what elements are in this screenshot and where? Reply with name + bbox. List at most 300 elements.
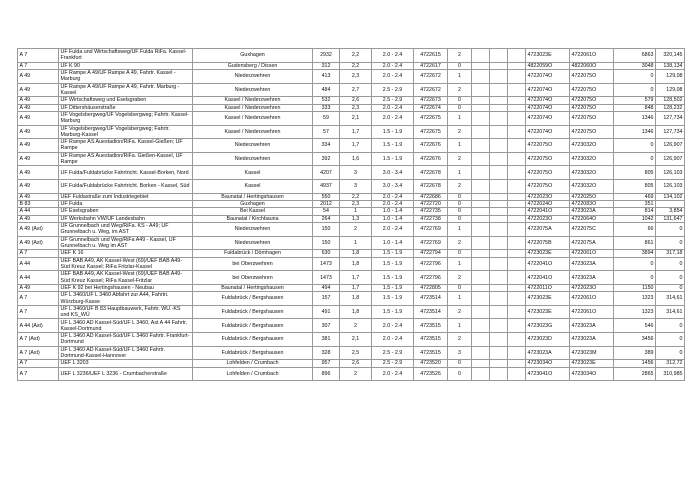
cell-place: Gudensberg / Dissen xyxy=(193,62,313,69)
cell-range: 2.0 - 2.4 xyxy=(372,367,414,381)
table-row xyxy=(18,360,685,367)
cell-empty xyxy=(472,360,490,367)
cell-desc: UF Werksbahn VW/UF Landesbahn xyxy=(59,215,193,222)
cell-len: 4937 xyxy=(313,179,340,193)
cell-place: Niederzwehren xyxy=(193,236,313,250)
cell-empty xyxy=(490,139,508,153)
table-row xyxy=(18,111,685,125)
cell-range: 2.0 - 2.4 xyxy=(372,193,414,200)
cell-empty xyxy=(472,208,490,215)
cell-desc: UEF K 92 bei Hertingshausen - Neubau xyxy=(59,284,193,291)
cell-place: Kassel xyxy=(193,179,313,193)
cell-len: 57 xyxy=(313,125,340,139)
cell-empty xyxy=(490,200,508,207)
cell-route: A 49 xyxy=(18,193,59,200)
cell-v1: 1346 xyxy=(614,125,656,139)
cell-route: A 49 (Ast) xyxy=(18,236,59,250)
cell-id: 4722794 xyxy=(414,250,448,257)
cell-to: 4723023A xyxy=(570,333,614,347)
cell-from: 4722075A xyxy=(526,223,570,237)
cell-from: 4722041O xyxy=(526,271,570,285)
table-row xyxy=(18,223,685,237)
cell-empty xyxy=(508,223,526,237)
cell-route: A 7 xyxy=(18,305,59,319)
cell-to: 4822060O xyxy=(570,62,614,69)
table-row xyxy=(18,200,685,207)
cell-hgt: 1,8 xyxy=(340,257,372,271)
cell-empty xyxy=(490,166,508,180)
cell-empty xyxy=(508,62,526,69)
table-body xyxy=(18,49,685,381)
cell-empty xyxy=(490,97,508,104)
cell-range: 2.0 - 2.4 xyxy=(372,333,414,347)
cell-empty xyxy=(490,215,508,222)
table-row xyxy=(18,83,685,97)
cell-to: 4722075O xyxy=(570,83,614,97)
cell-place: Kassel / Niederzwehren xyxy=(193,104,313,111)
cell-from: 4722075O xyxy=(526,179,570,193)
cell-desc: UF L 3460 AD Kassel-Süd/UF L 3460 Fahrtr. Frankfurt-Dortmund xyxy=(59,333,193,347)
cell-id: 4723515 xyxy=(414,319,448,333)
cell-from: 4723023D xyxy=(526,333,570,347)
cell-range: 3.0 - 3.4 xyxy=(372,166,414,180)
cell-desc: UF Fulda und Wirtschaftsweg/UF Fulda RiFa. Kassel-Frankfurt xyxy=(59,49,193,63)
cell-desc: UEF K 16 xyxy=(59,250,193,257)
cell-v2: 0 xyxy=(656,284,685,291)
cell-desc: UF Rampe A 49/UF Rampe A 49, Fahrtr. Kassel - Marburg xyxy=(59,69,193,83)
cell-to: 4722075O xyxy=(570,69,614,83)
cell-desc: UF L 3460/UF L 3460 Abfahrt zur A44, Fahrtri. Würzburg-Kasse xyxy=(59,292,193,306)
cell-empty xyxy=(472,319,490,333)
cell-id: 4722678 xyxy=(414,179,448,193)
cell-v2: 138,134 xyxy=(656,62,685,69)
table-row xyxy=(18,97,685,104)
cell-place: Lohfelden / Crumbach xyxy=(193,367,313,381)
cell-v2: 312,72 xyxy=(656,360,685,367)
cell-desc: UF Wirtschaftsweg und Eselsgraben xyxy=(59,97,193,104)
cell-v2: 126,103 xyxy=(656,179,685,193)
cell-v2: 126,907 xyxy=(656,152,685,166)
cell-v2: 126,907 xyxy=(656,139,685,153)
cell-to: 4723032O xyxy=(570,166,614,180)
cell-empty xyxy=(490,250,508,257)
cell-empty xyxy=(490,292,508,306)
cell-from: 4722074O xyxy=(526,69,570,83)
cell-route: A 7 xyxy=(18,360,59,367)
cell-from: 4722024O xyxy=(526,200,570,207)
cell-range: 1.5 - 1.9 xyxy=(372,152,414,166)
cell-to: 4723034O xyxy=(570,367,614,381)
cell-hgt: 2,2 xyxy=(340,62,372,69)
table-row xyxy=(18,271,685,285)
cell-empty xyxy=(472,250,490,257)
cell-to: 4722075O xyxy=(570,125,614,139)
cell-id: 4722796 xyxy=(414,257,448,271)
cell-desc: UF Vogelsbergweg/UF Vogelsbergweg; Fahrtr. Kassel-Marburg xyxy=(59,111,193,125)
cell-range: 1.0 - 1.4 xyxy=(372,215,414,222)
cell-v2: 0 xyxy=(656,319,685,333)
cell-place: Lohfelden / Crumbach xyxy=(193,360,313,367)
cell-id: 4723526 xyxy=(414,367,448,381)
table-row xyxy=(18,49,685,63)
cell-id: 4722769 xyxy=(414,223,448,237)
cell-n: 2 xyxy=(448,152,472,166)
cell-desc: UF Rampe AS Auestadion/RiFa. Kassel-Gießen; UF Rampe xyxy=(59,139,193,153)
cell-v1: 0 xyxy=(614,69,656,83)
cell-v2: 317,18 xyxy=(656,250,685,257)
cell-empty xyxy=(472,62,490,69)
cell-v2: 131,647 xyxy=(656,215,685,222)
cell-desc: UF Fulda/Fuldabrücke Fahrtricht. Kassel-Borken, Nord xyxy=(59,166,193,180)
cell-place: Fuldabrück / Bergshausen xyxy=(193,333,313,347)
cell-from: 4722041O xyxy=(526,257,570,271)
cell-empty xyxy=(508,166,526,180)
cell-from: 4723023G xyxy=(526,319,570,333)
cell-hgt: 2,3 xyxy=(340,69,372,83)
cell-empty xyxy=(490,223,508,237)
cell-empty xyxy=(472,333,490,347)
cell-route: A 49 xyxy=(18,215,59,222)
cell-v2 xyxy=(656,200,685,207)
cell-empty xyxy=(508,250,526,257)
cell-v2: 0 xyxy=(656,346,685,360)
cell-place: Guxhagen xyxy=(193,49,313,63)
cell-desc: UEF BAB A49, AK Kassel-West (69)/UEF BAB A49-Süd Kreuz Kassel; RiFa Fritzlar-Kassel xyxy=(59,257,193,271)
cell-v1: 0 xyxy=(614,271,656,285)
cell-empty xyxy=(508,292,526,306)
cell-range: 1.5 - 1.9 xyxy=(372,271,414,285)
cell-to: 4723023A xyxy=(570,271,614,285)
cell-place: Niederzwehren xyxy=(193,223,313,237)
cell-hgt: 1,8 xyxy=(340,292,372,306)
cell-len: 2932 xyxy=(313,49,340,63)
cell-to: 4722075O xyxy=(570,104,614,111)
table-row xyxy=(18,305,685,319)
cell-v2: 128,502 xyxy=(656,97,685,104)
cell-range: 3.0 - 3.4 xyxy=(372,179,414,193)
cell-id: 4722676 xyxy=(414,152,448,166)
cell-empty xyxy=(508,215,526,222)
cell-n: 2 xyxy=(448,271,472,285)
cell-len: 494 xyxy=(313,284,340,291)
cell-route: A 7 (Ast) xyxy=(18,333,59,347)
cell-from: 4723023E xyxy=(526,292,570,306)
cell-desc: UF L 3460 AD Kassel-Süd/UF L 3460, Ast A 44 Fahrtr. Kassel-Dortmund xyxy=(59,319,193,333)
cell-empty xyxy=(490,305,508,319)
cell-hgt: 2,3 xyxy=(340,104,372,111)
cell-n: 0 xyxy=(448,104,472,111)
cell-len: 54 xyxy=(313,208,340,215)
cell-n: 0 xyxy=(448,360,472,367)
cell-v2: 126,103 xyxy=(656,166,685,180)
table-row xyxy=(18,236,685,250)
cell-empty xyxy=(472,367,490,381)
cell-len: 491 xyxy=(313,305,340,319)
cell-route: A 49 xyxy=(18,284,59,291)
table-row xyxy=(18,333,685,347)
cell-empty xyxy=(508,83,526,97)
cell-empty xyxy=(472,125,490,139)
cell-id: 4722805 xyxy=(414,284,448,291)
cell-desc: UF Dittershäuserstraße xyxy=(59,104,193,111)
cell-from: 4722075B xyxy=(526,236,570,250)
cell-to: 4722075O xyxy=(570,97,614,104)
cell-hgt: 1,7 xyxy=(340,271,372,285)
cell-empty xyxy=(472,215,490,222)
cell-route: A 7 xyxy=(18,292,59,306)
cell-from: 4723023E xyxy=(526,305,570,319)
cell-empty xyxy=(472,236,490,250)
cell-empty xyxy=(472,292,490,306)
cell-empty xyxy=(490,271,508,285)
cell-from: 4722075O xyxy=(526,139,570,153)
cell-len: 264 xyxy=(313,215,340,222)
cell-from: 4822059O xyxy=(526,62,570,69)
cell-len: 392 xyxy=(313,152,340,166)
cell-route: B 83 xyxy=(18,200,59,207)
cell-len: 150 xyxy=(313,223,340,237)
cell-from: 4722074O xyxy=(526,104,570,111)
cell-hgt: 2,1 xyxy=(340,111,372,125)
cell-from: 4722074O xyxy=(526,125,570,139)
cell-route: A 7 xyxy=(18,367,59,381)
cell-route: A 49 xyxy=(18,83,59,97)
cell-empty xyxy=(508,271,526,285)
cell-route: A 7 xyxy=(18,49,59,63)
cell-len: 334 xyxy=(313,139,340,153)
cell-v2: 134,102 xyxy=(656,193,685,200)
cell-v1: 389 xyxy=(614,346,656,360)
cell-len: 312 xyxy=(313,62,340,69)
cell-len: 2012 xyxy=(313,200,340,207)
cell-empty xyxy=(508,152,526,166)
cell-route: A 7 (Ast) xyxy=(18,346,59,360)
cell-place: Fuldabrück / Bergshausen xyxy=(193,305,313,319)
cell-id: 4722796 xyxy=(414,271,448,285)
cell-v2: 0 xyxy=(656,333,685,347)
cell-v1: 3048 xyxy=(614,62,656,69)
cell-to: 4722075C xyxy=(570,223,614,237)
cell-to: 4722023O xyxy=(570,284,614,291)
cell-hgt: 2,1 xyxy=(340,333,372,347)
cell-empty xyxy=(472,83,490,97)
cell-hgt: 2,5 xyxy=(340,346,372,360)
cell-empty xyxy=(490,257,508,271)
cell-to: 4723023A xyxy=(570,319,614,333)
cell-n: 2 xyxy=(448,236,472,250)
cell-empty xyxy=(490,111,508,125)
cell-place: Fuldabrück / Bergshausen xyxy=(193,292,313,306)
cell-id: 4722686 xyxy=(414,193,448,200)
cell-range: 1.5 - 1.9 xyxy=(372,284,414,291)
cell-to: 4723032O xyxy=(570,139,614,153)
cell-hgt: 2,7 xyxy=(340,83,372,97)
cell-empty xyxy=(508,367,526,381)
cell-desc: UEF Fuldastraße zum Industriegebiet xyxy=(59,193,193,200)
cell-len: 328 xyxy=(313,346,340,360)
cell-route: A 49 xyxy=(18,152,59,166)
cell-place: Kassel / Niederzwehren xyxy=(193,125,313,139)
cell-range: 2.0 - 2.4 xyxy=(372,69,414,83)
cell-empty xyxy=(490,83,508,97)
cell-v1: 469 xyxy=(614,193,656,200)
cell-desc: UF L 3460 AD Kassel-Süd/UF L 3460 Fahrtr. Dortmund-Kassel-Hannover xyxy=(59,346,193,360)
cell-v1: 351 xyxy=(614,200,656,207)
cell-empty xyxy=(490,193,508,200)
cell-v1: 0 xyxy=(614,257,656,271)
cell-v1: 3456 xyxy=(614,333,656,347)
cell-place: Niederzwehren xyxy=(193,152,313,166)
cell-v1: 1042 xyxy=(614,215,656,222)
cell-route: A 49 xyxy=(18,179,59,193)
cell-empty xyxy=(508,139,526,153)
cell-id: 4723515 xyxy=(414,346,448,360)
cell-route: A 7 xyxy=(18,250,59,257)
cell-to: 4722075A xyxy=(570,236,614,250)
cell-hgt: 1,7 xyxy=(340,125,372,139)
cell-empty xyxy=(508,193,526,200)
cell-place: Fuldabrück / Bergshausen xyxy=(193,319,313,333)
cell-hgt: 2,6 xyxy=(340,97,372,104)
cell-v2: 0 xyxy=(656,236,685,250)
cell-empty xyxy=(472,193,490,200)
table-row xyxy=(18,125,685,139)
cell-v2: 129,08 xyxy=(656,83,685,97)
cell-empty xyxy=(490,360,508,367)
cell-v2: 128,232 xyxy=(656,104,685,111)
cell-empty xyxy=(472,104,490,111)
cell-route: A 49 xyxy=(18,97,59,104)
cell-len: 957 xyxy=(313,360,340,367)
cell-place: Fuldabrück / Dörnhagen xyxy=(193,250,313,257)
cell-v1: 0 xyxy=(614,83,656,97)
cell-hgt: 2,6 xyxy=(340,360,372,367)
cell-n: 1 xyxy=(448,166,472,180)
cell-route: A 49 xyxy=(18,111,59,125)
cell-v2: 320,145 xyxy=(656,49,685,63)
cell-to: 4722061O xyxy=(570,305,614,319)
cell-empty xyxy=(472,49,490,63)
cell-from: 4722041O xyxy=(526,208,570,215)
cell-from: 4723023E xyxy=(526,49,570,63)
cell-empty xyxy=(490,208,508,215)
cell-route: A 49 xyxy=(18,69,59,83)
cell-range: 1.5 - 1.9 xyxy=(372,125,414,139)
cell-n: 3 xyxy=(448,346,472,360)
table-row xyxy=(18,292,685,306)
cell-v1: 0 xyxy=(614,139,656,153)
cell-hgt: 2,2 xyxy=(340,49,372,63)
cell-desc: UF Fulda/Fuldabrücke Fahrtricht. Borken - Kassel, Süd xyxy=(59,179,193,193)
cell-id: 4722617 xyxy=(414,62,448,69)
cell-v1: 861 xyxy=(614,236,656,250)
cell-to: 4723032O xyxy=(570,152,614,166)
cell-id: 4722769 xyxy=(414,236,448,250)
cell-n: 1 xyxy=(448,292,472,306)
cell-n: 1 xyxy=(448,69,472,83)
cell-n: 0 xyxy=(448,200,472,207)
cell-place: Kassel xyxy=(193,166,313,180)
cell-route: A 49 (Ast) xyxy=(18,223,59,237)
cell-v1: 1346 xyxy=(614,111,656,125)
cell-empty xyxy=(490,319,508,333)
cell-from: 4722074O xyxy=(526,97,570,104)
cell-route: A 44 xyxy=(18,271,59,285)
cell-place: Niederzwehren xyxy=(193,69,313,83)
cell-place: Baunatal / Hertingshausen xyxy=(193,193,313,200)
cell-to: 4722075O xyxy=(570,111,614,125)
cell-v2: 0 xyxy=(656,223,685,237)
cell-from: 4723023A xyxy=(526,346,570,360)
cell-place: Niederzwehren xyxy=(193,139,313,153)
cell-v2: 3,854 xyxy=(656,208,685,215)
cell-v1: 805 xyxy=(614,166,656,180)
cell-empty xyxy=(472,97,490,104)
cell-empty xyxy=(472,166,490,180)
cell-id: 4722738 xyxy=(414,215,448,222)
cell-to: 4723032O xyxy=(570,179,614,193)
cell-to: 4723023A xyxy=(570,208,614,215)
cell-len: 333 xyxy=(313,104,340,111)
cell-range: 2.0 - 2.4 xyxy=(372,319,414,333)
cell-place: Bei Kassel xyxy=(193,208,313,215)
cell-v1: 1323 xyxy=(614,305,656,319)
cell-len: 630 xyxy=(313,250,340,257)
cell-route: A 49 xyxy=(18,125,59,139)
cell-to: 4722025O xyxy=(570,193,614,200)
cell-n: 1 xyxy=(448,257,472,271)
table-row xyxy=(18,346,685,360)
table-row xyxy=(18,284,685,291)
cell-v1: 66 xyxy=(614,223,656,237)
cell-hgt: 3 xyxy=(340,179,372,193)
cell-empty xyxy=(508,257,526,271)
cell-route: A 7 xyxy=(18,62,59,69)
cell-empty xyxy=(508,208,526,215)
cell-empty xyxy=(508,305,526,319)
cell-v2: 127,734 xyxy=(656,111,685,125)
cell-v1: 546 xyxy=(614,319,656,333)
cell-empty xyxy=(508,125,526,139)
cell-empty xyxy=(490,104,508,111)
cell-id: 4722735 xyxy=(414,208,448,215)
cell-range: 1.5 - 1.9 xyxy=(372,305,414,319)
cell-desc: UF K 90 xyxy=(59,62,193,69)
cell-empty xyxy=(490,179,508,193)
cell-desc: UEF L 3203 xyxy=(59,360,193,367)
cell-range: 2.0 - 2.4 xyxy=(372,111,414,125)
cell-empty xyxy=(508,49,526,63)
cell-from: 4723034O xyxy=(526,360,570,367)
cell-empty xyxy=(490,333,508,347)
cell-range: 2.0 - 2.4 xyxy=(372,104,414,111)
cell-v1: 579 xyxy=(614,97,656,104)
cell-v2: 310,985 xyxy=(656,367,685,381)
cell-range: 1.5 - 1.9 xyxy=(372,257,414,271)
cell-range: 2.5 - 2.9 xyxy=(372,97,414,104)
cell-empty xyxy=(508,284,526,291)
cell-empty xyxy=(490,152,508,166)
cell-range: 2.0 - 2.4 xyxy=(372,223,414,237)
cell-route: A 44 xyxy=(18,208,59,215)
cell-empty xyxy=(472,284,490,291)
cell-route: A 44 xyxy=(18,257,59,271)
cell-hgt: 3 xyxy=(340,166,372,180)
cell-n: 2 xyxy=(448,305,472,319)
cell-id: 4722676 xyxy=(414,139,448,153)
cell-place: Baunatal / Hertingshausen xyxy=(193,284,313,291)
cell-empty xyxy=(472,139,490,153)
